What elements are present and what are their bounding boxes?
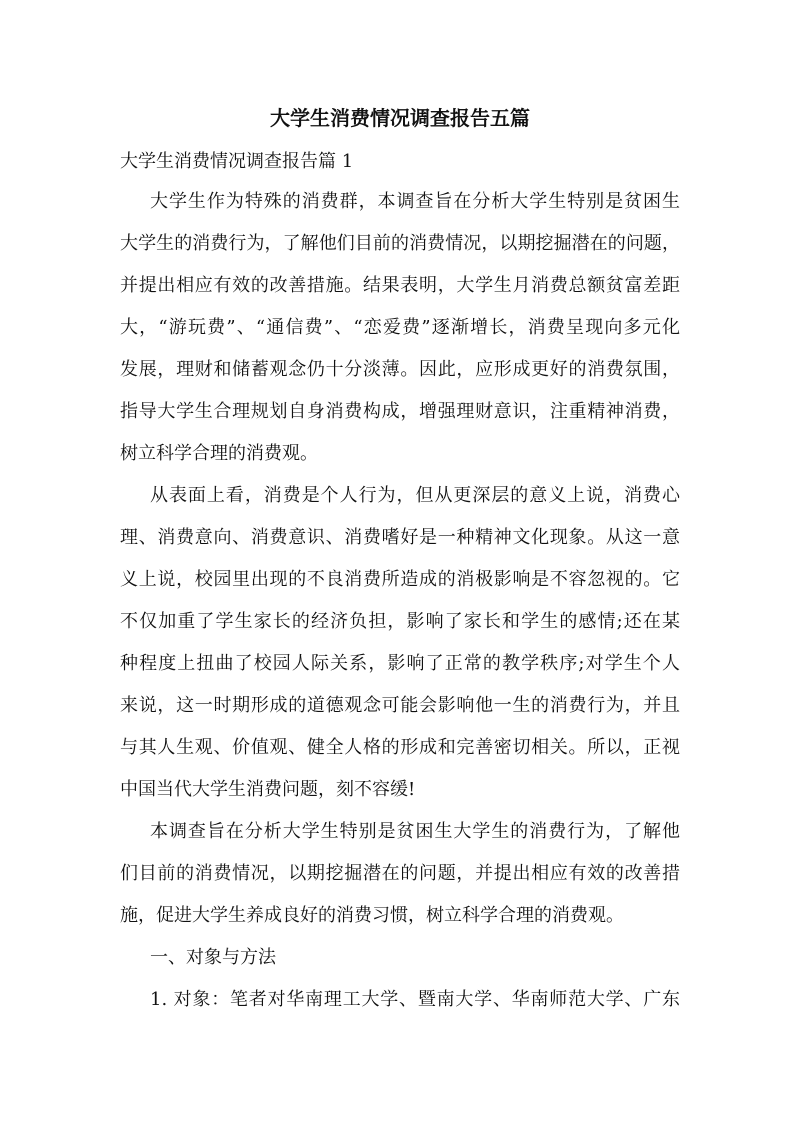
paragraph-line: 不仅加重了学生家长的经济负担，影响了家长和学生的感情;还在某 [120,611,680,632]
paragraph-line: 来说，这一时期形成的道德观念可能会影响他一生的消费行为，并且 [120,695,680,716]
paragraph-line: 施，促进大学生养成良好的消费习惯，树立科学合理的消费观。 [120,905,624,926]
section-heading: 一、对象与方法 [150,947,276,968]
paragraph-line: 树立科学合理的消费观。 [120,443,318,464]
paragraph-line: 与其人生观、价值观、健全人格的形成和完善密切相关。所以，正视 [120,737,680,758]
paragraph-line: 中国当代大学生消费问题，刻不容缓! [120,779,416,800]
paragraph-line: 本调查旨在分析大学生特别是贫困生大学生的消费行为，了解他 [150,821,680,842]
paragraph-line: 理、消费意向、消费意识、消费嗜好是一种精神文化现象。从这一意 [120,527,680,548]
paragraph-line: 大学生作为特殊的消费群，本调查旨在分析大学生特别是贫困生 [150,191,680,212]
paragraph-line: 发展，理财和储蓄观念仍十分淡薄。因此，应形成更好的消费氛围， [120,359,680,380]
list-item: 1. 对象：笔者对华南理工大学、暨南大学、华南师范大学、广东 [150,989,680,1010]
paragraph-line: 指导大学生合理规划自身消费构成，增强理财意识，注重精神消费， [120,401,680,422]
paragraph-line: 大学生的消费行为，了解他们目前的消费情况，以期挖掘潜在的问题， [120,233,680,254]
paragraph-line: 义上说，校园里出现的不良消费所造成的消极影响是不容忽视的。它 [120,569,680,590]
paragraph-line: 种程度上扭曲了校园人际关系，影响了正常的教学秩序;对学生个人 [120,653,680,674]
paragraph-line: 从表面上看，消费是个人行为，但从更深层的意义上说，消费心 [150,485,680,506]
report-subtitle: 大学生消费情况调查报告篇 1 [120,151,354,172]
document-title: 大学生消费情况调查报告五篇 [270,106,530,130]
paragraph-line: 们目前的消费情况，以期挖掘潜在的问题，并提出相应有效的改善措 [120,863,680,884]
paragraph-line: 并提出相应有效的改善措施。结果表明，大学生月消费总额贫富差距 [120,275,680,296]
paragraph-line: 大，“游玩费”、“通信费”、“恋爱费”逐渐增长，消费呈现向多元化 [120,317,680,338]
